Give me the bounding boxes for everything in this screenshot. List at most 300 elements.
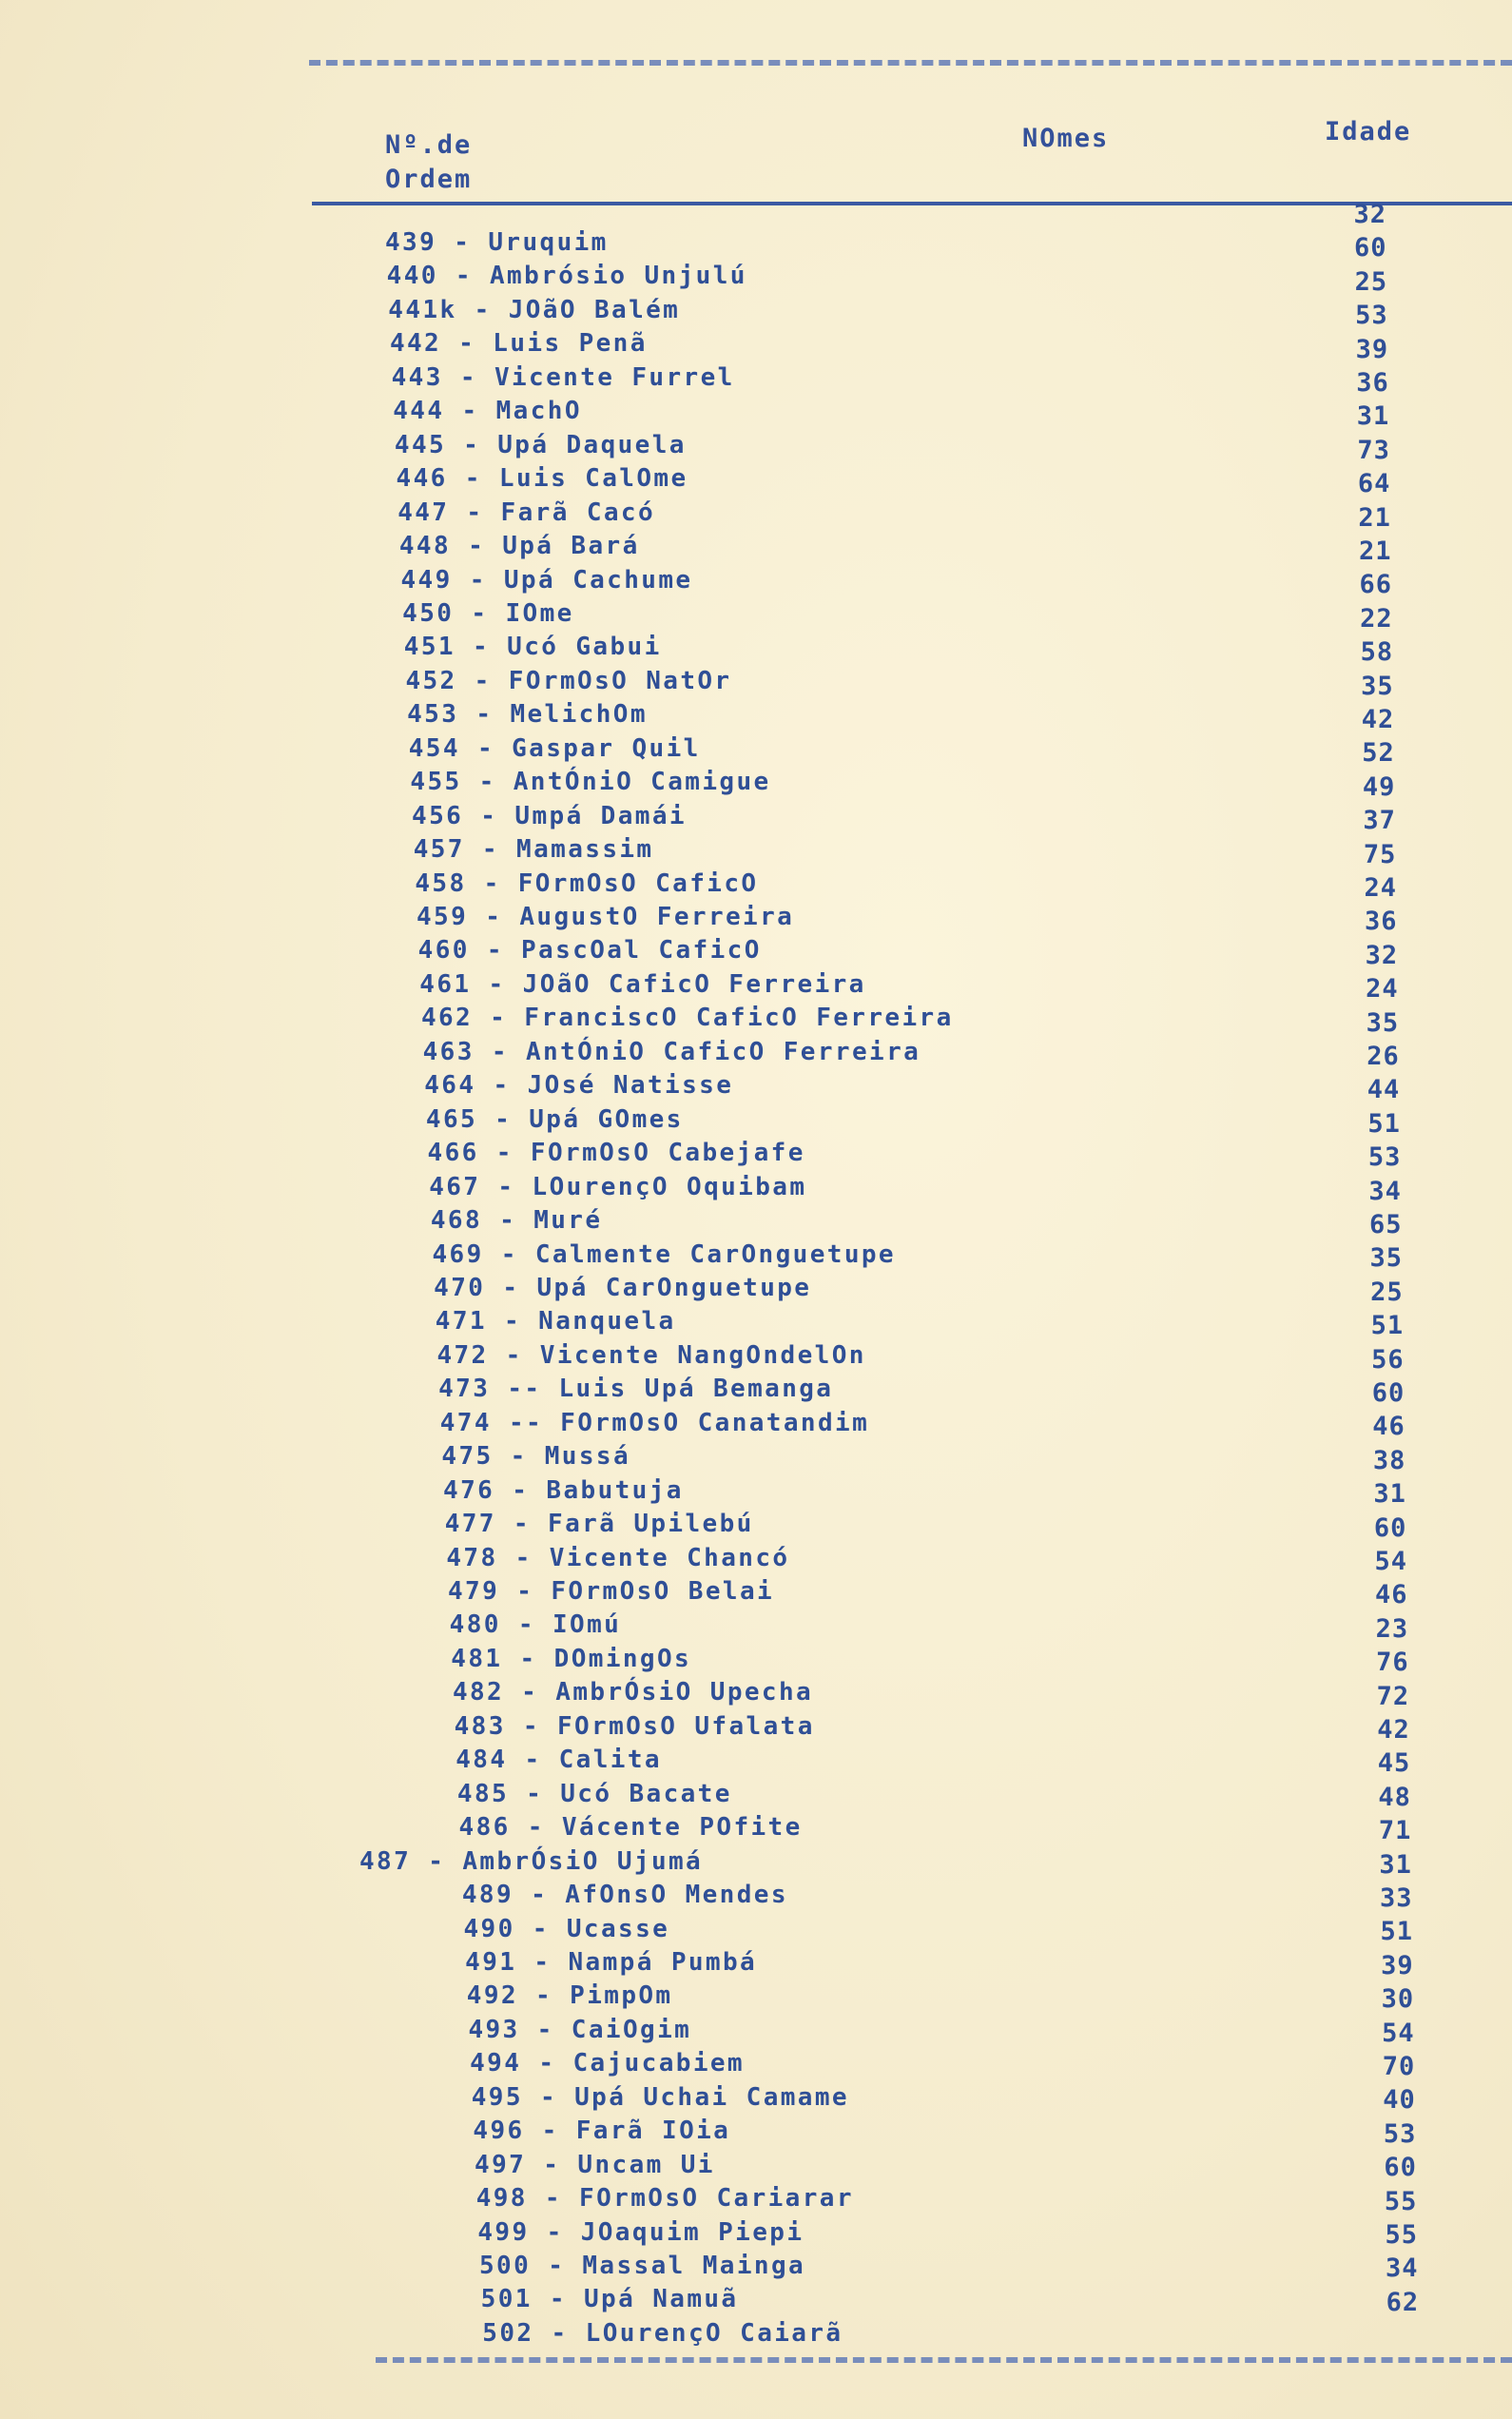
entry-row — [388, 294, 680, 327]
entry-row — [402, 597, 574, 631]
entry-name: CaiOgim — [571, 2015, 692, 2044]
entry-name: Cajucabiem — [572, 2049, 745, 2078]
age-value: 32 — [1353, 200, 1386, 229]
entry-separator: - — [522, 1711, 540, 1741]
entry-number: 451 — [403, 633, 456, 662]
entry-row — [359, 1845, 703, 1879]
entry-number: 469 — [432, 1239, 484, 1269]
entry-number: 499 — [477, 2217, 530, 2247]
entry-name: Ucó Gabui — [507, 633, 662, 662]
entry-row — [473, 2115, 730, 2148]
age-value: 54 — [1382, 2018, 1415, 2048]
entry-name: Muré — [533, 1206, 603, 1236]
entry-number: 462 — [420, 1004, 474, 1033]
entry-name: Nanquela — [538, 1307, 676, 1336]
entry-name: FOrmOsO Ufalata — [556, 1711, 815, 1741]
entry-number: 493 — [468, 2015, 520, 2044]
entry-name: PimpOm — [570, 1981, 673, 2011]
entry-row — [472, 2081, 849, 2115]
entry-name: Ucó Bacate — [560, 1779, 732, 1808]
header-ordem — [385, 128, 472, 197]
age-value: 40 — [1383, 2085, 1416, 2116]
age-value: 60 — [1384, 2153, 1417, 2183]
header-ordem-line2: Ordem — [385, 165, 473, 194]
entry-name: LOurençO Caiarã — [585, 2318, 843, 2348]
entry-number: 447 — [397, 497, 450, 527]
entry-row — [456, 1744, 662, 1777]
entry-separator: - — [533, 1947, 552, 1977]
age-value: 64 — [1357, 469, 1391, 499]
age-value: 33 — [1379, 1883, 1413, 1913]
entry-row — [446, 1542, 789, 1575]
entry-row — [445, 1508, 754, 1541]
entry-row — [401, 564, 693, 597]
entry-separator: - — [551, 2318, 569, 2348]
entry-name: Upá CarOnguetupe — [536, 1273, 812, 1302]
age-value: 60 — [1373, 1512, 1407, 1543]
entry-number: 491 — [465, 1947, 517, 1977]
entry-row — [476, 2182, 854, 2215]
age-value: 36 — [1365, 907, 1398, 937]
entry-separator: - — [488, 969, 506, 999]
entry-number: 501 — [480, 2285, 533, 2314]
age-value: 24 — [1366, 974, 1399, 1005]
age-value: 30 — [1381, 1984, 1415, 2015]
entry-separator: - — [490, 1004, 508, 1033]
age-value: 32 — [1365, 940, 1399, 970]
entry-row — [481, 2283, 739, 2316]
entry-number: 484 — [456, 1746, 508, 1775]
entry-row — [440, 1407, 869, 1440]
entry-number: 454 — [408, 733, 460, 763]
entry-number: 458 — [415, 868, 467, 898]
entry-name: Nampá Pumbá — [568, 1947, 758, 1977]
age-value: 39 — [1355, 334, 1389, 364]
bottom-dashed-rule — [376, 2357, 1512, 2363]
entry-separator: - — [505, 1340, 523, 1370]
entry-name: AntÓniO CaficO Ferreira — [525, 1037, 921, 1066]
entry-name: JOãO Balém — [508, 295, 681, 324]
entry-separator: - — [544, 2184, 562, 2214]
age-value: 36 — [1356, 368, 1389, 398]
entry-name: Calita — [558, 1746, 662, 1775]
entry-separator: - — [476, 733, 495, 763]
entry-number: 466 — [427, 1139, 479, 1168]
entry-name: Calmente CarOnguetupe — [534, 1239, 896, 1269]
entry-separator: - — [495, 1139, 514, 1168]
entry-number: 443 — [391, 362, 443, 392]
age-value: 35 — [1366, 1007, 1400, 1038]
age-value: 53 — [1355, 301, 1388, 331]
entry-row — [455, 1710, 815, 1744]
entry-row — [397, 462, 688, 496]
entry-row — [462, 1879, 788, 1912]
entry-name: AfOnsO Mendes — [565, 1881, 788, 1910]
age-value: 26 — [1367, 1042, 1400, 1071]
entry-number: 494 — [470, 2049, 522, 2078]
entry-row — [453, 1676, 813, 1709]
entry-row — [443, 1474, 684, 1508]
entry-number: 444 — [393, 397, 445, 426]
entry-number: 481 — [451, 1644, 503, 1673]
entry-row — [467, 1980, 673, 2013]
age-value: 25 — [1370, 1277, 1404, 1307]
entry-row — [428, 1137, 805, 1170]
entry-number: 495 — [471, 2082, 523, 2112]
entry-number: 448 — [398, 532, 452, 561]
entry-separator: -- — [507, 1375, 542, 1404]
age-value: 31 — [1356, 401, 1390, 432]
entry-name: Gaspar Quil — [512, 733, 701, 763]
entry-number: 498 — [475, 2184, 528, 2214]
entry-separator: -- — [508, 1408, 544, 1437]
entry-number: 442 — [389, 329, 442, 359]
entry-row — [407, 698, 648, 732]
entry-number: 473 — [438, 1375, 491, 1404]
entry-name: Umpá Damái — [514, 801, 687, 830]
entry-number: 472 — [436, 1340, 489, 1370]
entry-name: Upá Namuã — [584, 2285, 739, 2314]
entry-separator: - — [428, 1846, 446, 1876]
age-value: 22 — [1360, 603, 1393, 634]
entry-number: 496 — [473, 2117, 525, 2146]
entry-name: Mussá — [544, 1442, 631, 1472]
age-value: 31 — [1373, 1479, 1406, 1510]
entry-row — [415, 868, 758, 901]
age-value: 51 — [1380, 1917, 1414, 1947]
entry-separator: - — [464, 464, 482, 494]
entry-name: JOsé Natisse — [527, 1071, 734, 1101]
entry-name: FOrmOsO Cabejafe — [530, 1139, 805, 1168]
entry-number: 470 — [434, 1273, 486, 1302]
age-value: 46 — [1375, 1580, 1408, 1610]
age-value: 60 — [1354, 233, 1387, 263]
entry-separator: - — [526, 1779, 544, 1808]
entry-separator: - — [486, 936, 504, 966]
entry-number: 482 — [452, 1678, 505, 1707]
entry-number: 455 — [410, 768, 462, 797]
header-idade: Idade — [1325, 117, 1412, 146]
entry-row — [465, 1946, 757, 1980]
entry-name: FOrmOsO Cariarar — [579, 2184, 854, 2214]
entry-row — [404, 631, 662, 664]
entry-name: IOme — [505, 598, 574, 628]
entry-number: 452 — [405, 666, 457, 695]
entry-row — [395, 429, 687, 462]
entry-separator: - — [502, 1273, 520, 1302]
entry-row — [441, 1440, 630, 1473]
entry-name: MachO — [495, 397, 582, 426]
age-value: 34 — [1386, 2253, 1419, 2284]
age-value: 45 — [1377, 1748, 1411, 1779]
entry-number: 497 — [475, 2150, 527, 2179]
entry-row — [390, 327, 648, 361]
entry-separator: - — [513, 1510, 531, 1539]
entry-separator: - — [461, 397, 479, 426]
age-value: 21 — [1358, 536, 1392, 566]
age-value: 72 — [1376, 1681, 1410, 1711]
entry-row — [468, 2014, 691, 2047]
entry-separator: - — [481, 835, 499, 865]
age-value: 42 — [1377, 1715, 1410, 1745]
entry-name: FOrmOsO Belai — [551, 1577, 775, 1606]
entry-row — [393, 395, 582, 428]
entry-name: Farã IOia — [575, 2117, 731, 2146]
entry-row — [470, 2047, 745, 2080]
entry-separator: - — [532, 1914, 550, 1943]
age-value: 37 — [1363, 806, 1396, 836]
entry-name: JOãO CaficO Ferreira — [522, 969, 866, 999]
age-value: 46 — [1372, 1412, 1405, 1442]
entry-row — [392, 361, 735, 395]
entry-separator: - — [541, 2117, 559, 2146]
entry-name: DOmingOs — [553, 1644, 692, 1673]
entry-name: Mamassim — [516, 835, 654, 865]
entry-row — [399, 530, 640, 563]
entry-name: FOrmOsO NatOr — [508, 666, 732, 695]
entry-separator: - — [539, 2082, 558, 2112]
entry-separator: - — [494, 1104, 513, 1134]
age-value: 23 — [1375, 1613, 1409, 1644]
entry-number: 476 — [443, 1475, 495, 1505]
age-value: 21 — [1358, 502, 1391, 533]
entry-number: 487 — [359, 1846, 412, 1876]
entry-separator: - — [536, 2015, 554, 2044]
entry-separator: - — [469, 565, 487, 595]
entry-separator: - — [497, 1172, 515, 1201]
entry-name: Massal Mainga — [582, 2252, 806, 2280]
header-nomes: NOmes — [1022, 124, 1110, 153]
age-value: 48 — [1378, 1782, 1411, 1812]
entry-name: Ambrósio Unjulú — [490, 262, 747, 291]
entry-row — [418, 934, 762, 967]
age-value: 49 — [1362, 771, 1396, 802]
entry-separator: - — [466, 497, 484, 527]
entry-name: MelichOm — [510, 700, 648, 730]
entry-separator: - — [512, 1475, 530, 1505]
entry-number: 468 — [430, 1206, 483, 1236]
entry-separator: - — [519, 1644, 537, 1673]
entry-separator: - — [535, 1981, 553, 2011]
age-value: 24 — [1364, 873, 1397, 903]
entry-row — [433, 1239, 896, 1272]
entry-number: 492 — [466, 1981, 518, 2011]
entry-number: 474 — [439, 1408, 492, 1437]
entry-name: Upá Bará — [502, 532, 640, 561]
entry-row — [417, 901, 794, 934]
entry-name: Babutuja — [546, 1475, 684, 1505]
entry-separator: - — [543, 2150, 561, 2179]
age-value: 71 — [1378, 1816, 1412, 1846]
entry-row — [479, 2250, 805, 2283]
entry-number: 456 — [412, 801, 464, 830]
entry-number: 467 — [429, 1172, 481, 1201]
entry-name: Luis Penã — [493, 329, 648, 359]
age-value: 76 — [1376, 1648, 1409, 1678]
entry-row — [464, 1913, 670, 1946]
entry-number: 464 — [424, 1071, 476, 1101]
entry-name: AmbrÓsiO Upecha — [555, 1678, 814, 1707]
entry-row — [436, 1305, 676, 1338]
age-value: 44 — [1367, 1075, 1401, 1105]
age-value: 51 — [1367, 1108, 1401, 1139]
entry-row — [482, 2317, 843, 2351]
entry-row — [450, 1609, 622, 1642]
age-value: 51 — [1370, 1311, 1405, 1341]
entry-row — [459, 1811, 803, 1844]
entry-number: 480 — [449, 1610, 501, 1640]
entry-number: 502 — [482, 2318, 534, 2348]
entry-row — [431, 1204, 603, 1238]
entry-number: 445 — [394, 430, 447, 459]
entry-separator: - — [455, 262, 473, 291]
entry-separator: - — [468, 532, 486, 561]
entry-name: Luis Upá Bemanga — [558, 1375, 834, 1404]
entry-separator: - — [504, 1307, 522, 1336]
entry-separator: - — [478, 768, 496, 797]
entry-row — [414, 833, 654, 867]
age-value: 42 — [1361, 705, 1395, 734]
entry-name: Uncam Ui — [577, 2150, 715, 2179]
entry-row — [448, 1575, 774, 1609]
entry-name: LOurençO Oquibam — [532, 1172, 807, 1201]
entry-number: 449 — [400, 565, 453, 595]
age-value: 35 — [1361, 671, 1394, 701]
entry-name: Uruquim — [488, 228, 609, 257]
entry-separator: - — [471, 598, 489, 628]
age-value: 55 — [1385, 2220, 1418, 2250]
entry-separator: - — [546, 2217, 564, 2247]
age-value: 73 — [1357, 435, 1390, 465]
entry-separator: - — [516, 1577, 534, 1606]
age-value: 35 — [1369, 1243, 1404, 1274]
entry-row — [419, 968, 865, 1002]
entry-separator: - — [514, 1543, 533, 1572]
age-value: 25 — [1354, 266, 1388, 297]
entry-row — [387, 260, 747, 293]
entry-row — [410, 766, 770, 799]
entry-name: FOrmOsO CaficO — [517, 868, 759, 898]
entry-name: Upá Cachume — [503, 565, 693, 595]
entry-separator: - — [527, 1813, 545, 1843]
entry-name: Vácente POfite — [561, 1813, 803, 1843]
entry-separator: - — [474, 666, 492, 695]
entry-name: AntÓniO Camigue — [513, 768, 771, 797]
entry-number: 440 — [386, 262, 438, 291]
entry-number: 453 — [407, 700, 459, 730]
entry-row — [426, 1103, 684, 1137]
age-value: 39 — [1381, 1950, 1414, 1980]
entry-separator: - — [499, 1206, 517, 1236]
entry-number: 475 — [441, 1442, 494, 1472]
entry-number: 459 — [417, 903, 469, 931]
entry-name: Vicente NangOndelOn — [539, 1340, 866, 1370]
entry-number: 465 — [425, 1104, 478, 1134]
age-value: 54 — [1374, 1547, 1407, 1576]
entry-name: Upá Daquela — [497, 430, 687, 459]
entry-row — [421, 1002, 954, 1035]
header-ordem-line1: Nº.de — [385, 130, 473, 160]
entry-separator: - — [549, 2285, 567, 2314]
entry-row — [409, 732, 701, 766]
entry-number: 500 — [479, 2252, 532, 2280]
entry-number: 471 — [435, 1307, 487, 1336]
entry-separator: - — [458, 329, 476, 359]
entry-name: AmbrÓsiO Ujumá — [462, 1846, 704, 1876]
entry-name: Vicente Furrel — [494, 362, 735, 392]
entry-separator: - — [473, 633, 491, 662]
entry-number: 457 — [413, 835, 465, 865]
entry-name: Upá GOmes — [529, 1104, 684, 1134]
age-value: 60 — [1371, 1378, 1405, 1408]
entry-number: 483 — [454, 1711, 506, 1741]
age-value: 31 — [1379, 1849, 1412, 1880]
entry-row — [385, 226, 609, 260]
entry-separator: - — [485, 903, 503, 931]
entry-number: 463 — [422, 1037, 475, 1066]
entry-number: 461 — [419, 969, 472, 999]
entry-separator: - — [475, 700, 494, 730]
entry-name: Ucasse — [566, 1914, 670, 1943]
entry-separator: - — [500, 1239, 518, 1269]
age-value: 53 — [1383, 2118, 1417, 2149]
entry-row — [423, 1036, 921, 1069]
entry-name: FranciscO CaficO Ferreira — [524, 1004, 954, 1033]
entry-separator: - — [548, 2252, 566, 2280]
age-value: 52 — [1362, 738, 1395, 769]
entry-row — [475, 2149, 715, 2182]
entry-number: 460 — [417, 936, 470, 966]
entry-number: 450 — [402, 598, 455, 628]
entry-separator: - — [474, 295, 492, 324]
entry-row — [424, 1069, 733, 1102]
entry-separator: - — [517, 1610, 535, 1640]
entry-row — [397, 497, 655, 530]
entry-name: Luis CalOme — [498, 464, 688, 494]
entry-row — [434, 1272, 811, 1305]
entry-separator: - — [454, 228, 472, 257]
entry-number: 478 — [446, 1543, 498, 1572]
age-value: 62 — [1386, 2287, 1420, 2317]
age-value: 55 — [1384, 2186, 1418, 2216]
entry-name: Upá Uchai Camame — [574, 2082, 849, 2112]
age-value: 34 — [1368, 1176, 1402, 1206]
entry-number: 479 — [448, 1577, 500, 1606]
entry-number: 441k — [388, 295, 457, 324]
entry-name: Farã Cacó — [500, 497, 656, 527]
entry-name: IOmú — [552, 1610, 622, 1640]
entry-name: AugustO Ferreira — [519, 903, 795, 931]
age-value: 65 — [1368, 1210, 1403, 1239]
entry-separator: - — [531, 1881, 549, 1910]
entry-name: Farã Upilebú — [548, 1510, 754, 1539]
entry-separator: - — [491, 1037, 509, 1066]
entry-row — [405, 665, 731, 698]
age-value: 56 — [1371, 1344, 1405, 1375]
entry-number: 489 — [461, 1881, 514, 1910]
entry-row — [436, 1339, 865, 1373]
entry-separator: - — [493, 1071, 511, 1101]
entry-row — [477, 2216, 804, 2250]
age-value: 53 — [1367, 1142, 1402, 1173]
entry-row — [457, 1778, 732, 1811]
entry-number: 439 — [385, 228, 437, 257]
entry-name: JOaquim Piepi — [580, 2217, 804, 2247]
entry-separator: - — [459, 362, 477, 392]
age-value: 58 — [1360, 637, 1394, 668]
age-value: 38 — [1372, 1445, 1406, 1475]
entry-row — [438, 1373, 833, 1406]
